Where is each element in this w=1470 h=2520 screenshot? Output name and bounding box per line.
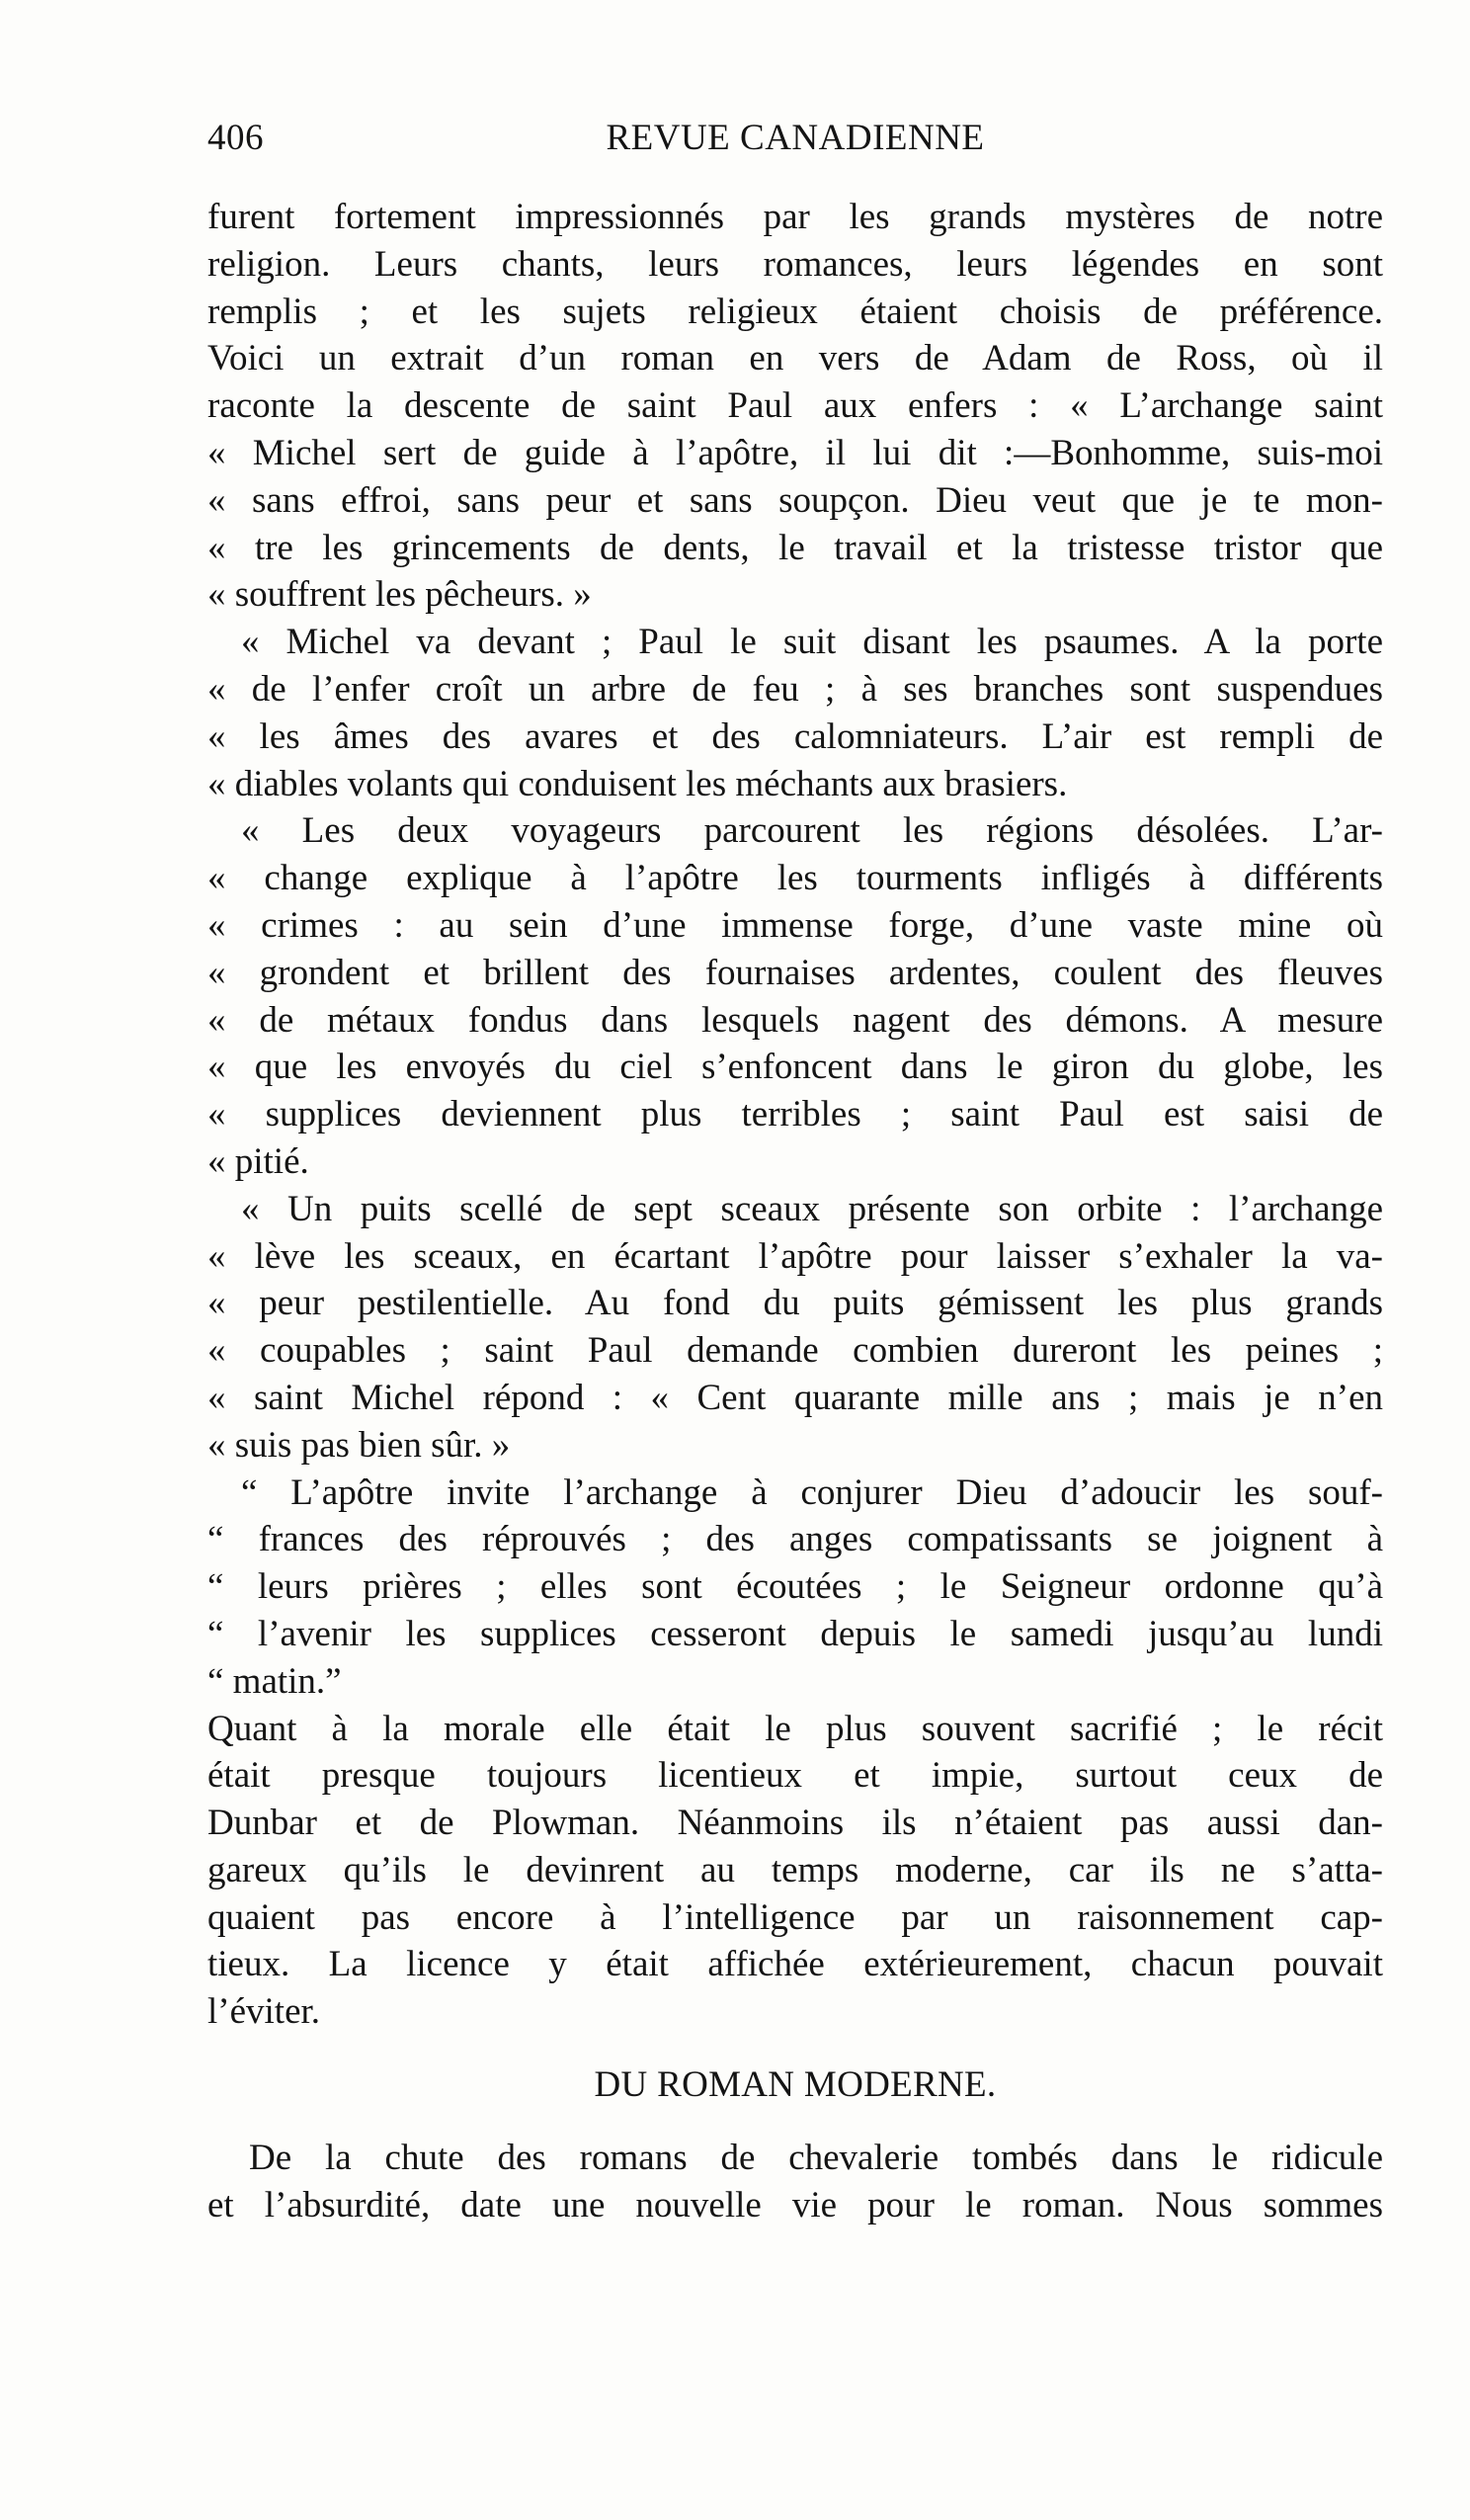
text-line: « peur pestilentielle. Au fond du puits gémissent les plus grands (207, 1283, 1383, 1324)
text-line: « change explique à l’apôtre les tourments infligés à différents (207, 858, 1383, 899)
text-line: tieux. La licence y était affichée extérieurement, chacun pouvait (207, 1944, 1383, 1985)
text-line: “ l’avenir les supplices cesseront depuis le samedi jusqu’au lundi (207, 1613, 1383, 1654)
text-line: De la chute des romans de chevalerie tombés dans le ridicule (249, 2138, 1383, 2179)
text-line: “ L’apôtre invite l’archange à conjurer Dieu d’adoucir les souf- (241, 1471, 1383, 1513)
text-line: « Michel sert de guide à l’apôtre, il lui dit :—Bonhomme, suis-moi (207, 432, 1383, 473)
text-line: furent fortement impressionnés par les grands mystères de notre (207, 197, 1383, 237)
page-number: 406 (207, 118, 264, 158)
text-line: Dunbar et de Plowman. Néanmoins ils n’étaient pas aussi dan- (207, 1803, 1383, 1844)
text-line: « que les envoyés du ciel s’enfoncent dans le giron du globe, les (207, 1047, 1383, 1088)
text-line: « grondent et brillent des fournaises ardentes, coulent des fleuves (207, 952, 1383, 993)
body-text (207, 194, 1383, 2229)
text-line: raconte la descente de saint Paul aux enfers : « L’archange saint (207, 385, 1383, 427)
text-line: gareux qu’ils le devinrent au temps moderne, car ils ne s’atta- (207, 1849, 1383, 1890)
text-line: « de métaux fondus dans lesquels nagent des démons. A mesure (207, 999, 1383, 1041)
text-line: Voici un extrait d’un roman en vers de Adam de Ross, où il (207, 338, 1383, 379)
text-line: Quant à la morale elle était le plus souvent sacrifié ; le récit (207, 1708, 1383, 1749)
text-line: remplis ; et les sujets religieux étaient choisis de préférence. (207, 291, 1383, 332)
text-line: « pitié. (207, 1140, 309, 1182)
section-heading: DU ROMAN MODERNE. (594, 2064, 997, 2106)
text-line: « lève les sceaux, en écartant l’apôtre pour laisser s’exhaler la va- (207, 1235, 1383, 1277)
text-line: « coupables ; saint Paul demande combien dureront les peines ; (207, 1330, 1383, 1372)
text-line: quaient pas encore à l’intelligence par un raisonnement cap- (207, 1896, 1383, 1938)
text-line: “ matin.” (207, 1660, 342, 1702)
text-line: « Michel va devant ; Paul le suit disant les psaumes. A la porte (241, 622, 1383, 663)
text-line: était presque toujours licentieux et impie, surtout ceux de (207, 1755, 1383, 1797)
text-line: « souffrent les pêcheurs. » (207, 574, 592, 616)
text-line: « Un puits scellé de sept sceaux présente son orbite : l’archange (241, 1188, 1383, 1229)
text-line: « suis pas bien sûr. » (207, 1424, 511, 1466)
text-line: “ leurs prières ; elles sont écoutées ; le Seigneur ordonne qu’à (207, 1566, 1383, 1608)
text-line: « sans effroi, sans peur et sans soupçon. Dieu veut que je te mon- (207, 479, 1383, 521)
text-line: « saint Michel répond : « Cent quarante mille ans ; mais je n’en (207, 1377, 1383, 1418)
text-line: « de l’enfer croît un arbre de feu ; à ses branches sont suspendues (207, 668, 1383, 710)
text-line: l’éviter. (207, 1991, 321, 2033)
text-line: “ frances des réprouvés ; des anges compatissants se joignent à (207, 1519, 1383, 1560)
text-line: « diables volants qui conduisent les méchants aux brasiers. (207, 763, 1068, 804)
text-line: « supplices deviennent plus terribles ; saint Paul est saisi de (207, 1094, 1383, 1135)
text-line: « crimes : au sein d’une immense forge, d’une vaste mine où (207, 904, 1383, 946)
text-line: « tre les grincements de dents, le travail et la tristesse tristor que (207, 527, 1383, 568)
text-line: et l’absurdité, date une nouvelle vie pour le roman. Nous sommes (207, 2184, 1383, 2226)
page-header (207, 117, 1383, 176)
text-line: « les âmes des avares et des calomniateurs. L’air est rempli de (207, 715, 1383, 757)
text-line: religion. Leurs chants, leurs romances, leurs légendes en sont (207, 243, 1383, 285)
text-line: « Les deux voyageurs parcourent les régions désolées. L’ar- (241, 810, 1383, 852)
running-title: REVUE CANADIENNE (606, 118, 985, 158)
